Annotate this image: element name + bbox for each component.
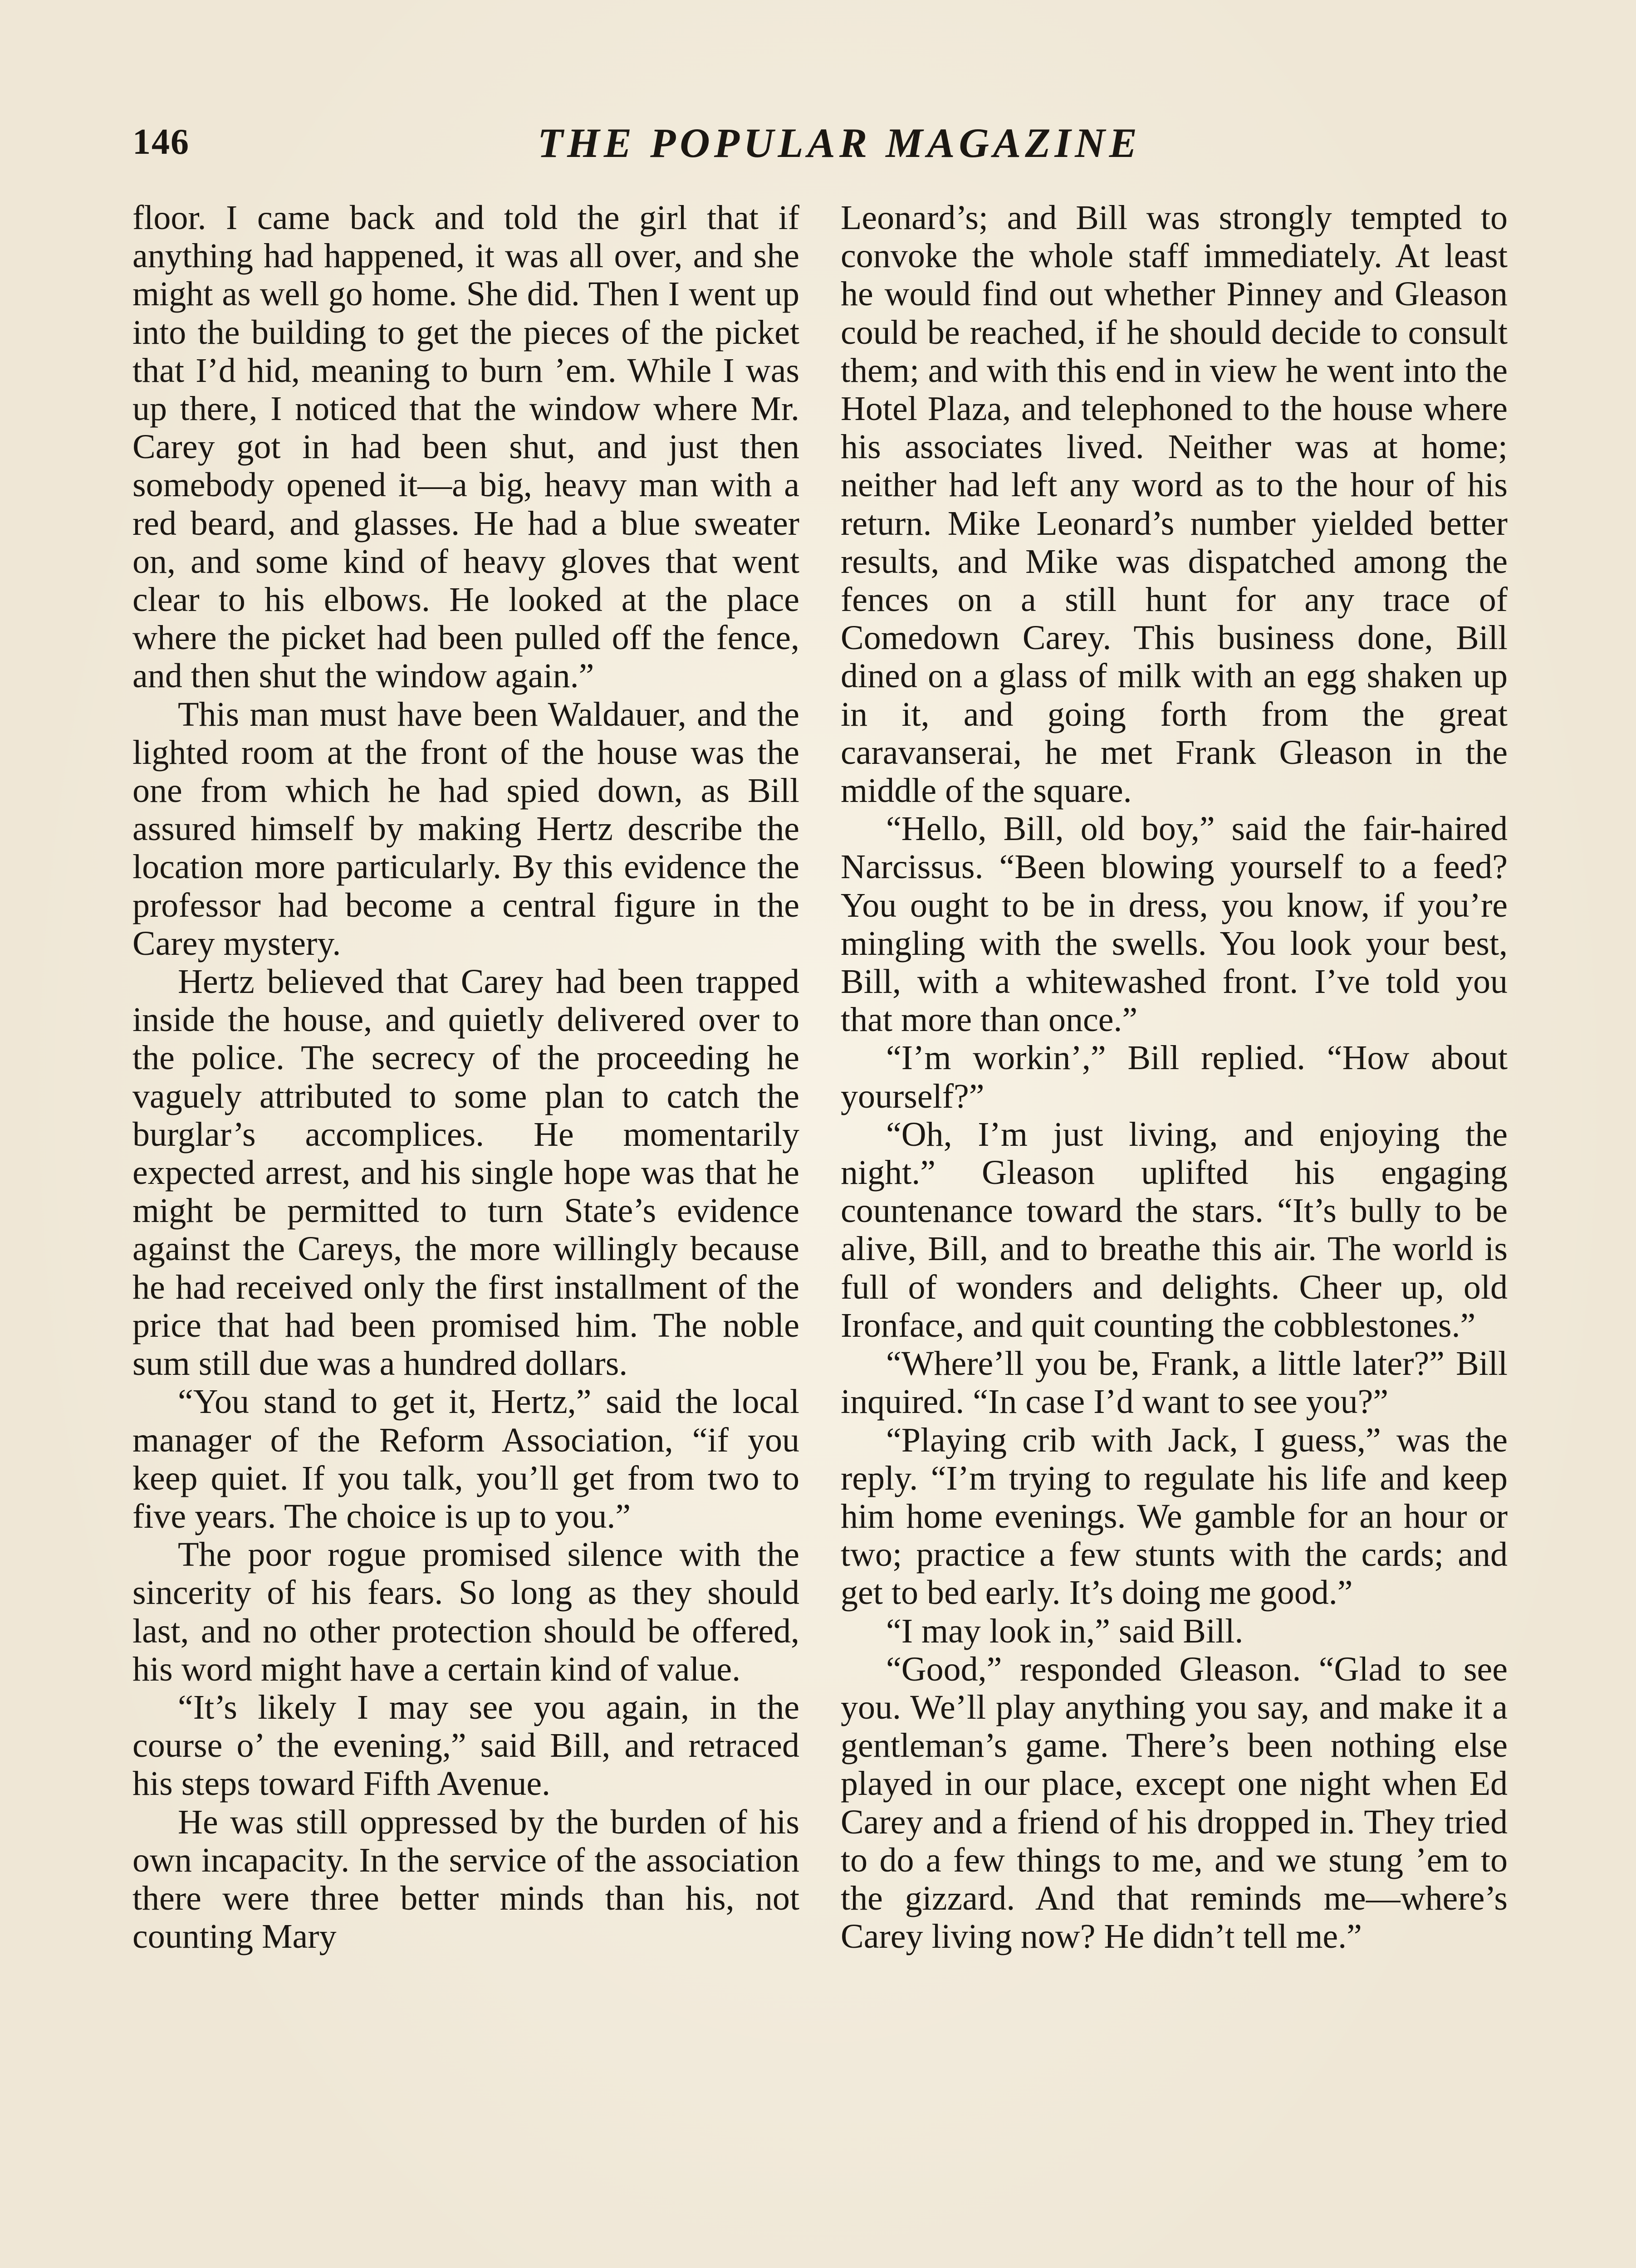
paragraph: “Hello, Bill, old boy,” said the fair-haired Narcissus. “Been blowing yourself to a feed? You ought to be in dress, you know, if you’re mingling with the swells. You look your best, Bill, with a whitewashed front. I’ve told you that more than once.”: [841, 810, 1508, 1039]
paragraph: “Good,” responded Gleason. “Glad to see you. We’ll play anything you say, and make it a gentleman’s game. There’s been nothing else played in our place, except one night when Ed Carey and a friend of his dropped in. They tried to do a few things to me, and we stung ’em to the gizzard. And that reminds me—where’s Carey living now? He didn’t tell me.”: [841, 1650, 1508, 1956]
paragraph: floor. I came back and told the girl that if anything had happened, it was all over, and she might as well go home. She did. Then I went up into the building to get the pieces of the picket that I’d hid, meaning to burn ’em. While I was up there, I noticed that the window where Mr. Carey got in had been shut, and just then somebody opened it—a big, heavy man with a red beard, and glasses. He had a blue sweater on, and some kind of heavy gloves that went clear to his elbows. He looked at the place where the picket had been pulled off the fence, and then shut the window again.”: [132, 199, 799, 695]
page-number: 146: [132, 122, 190, 162]
paragraph: He was still oppressed by the burden of his own incapacity. In the service of the association there were three better minds than his, not counting Mary: [132, 1803, 799, 1956]
paragraph: “It’s likely I may see you again, in the course o’ the evening,” said Bill, and retraced his steps toward Fifth Avenue.: [132, 1688, 799, 1803]
paragraph: This man must have been Waldauer, and the lighted room at the front of the house was the one from which he had spied down, as Bill assured himself by making Hertz describe the location more particularly. By this evidence the professor had become a central figure in the Carey mystery.: [132, 695, 799, 963]
paragraph: The poor rogue promised silence with the sincerity of his fears. So long as they should last, and no other protection should be offered, his word might have a certain kind of value.: [132, 1535, 799, 1688]
paragraph: “Playing crib with Jack, I guess,” was the reply. “I’m trying to regulate his life and keep him home evenings. We gamble for an hour or two; practice a few stunts with the cards; and get to bed early. It’s doing me good.”: [841, 1421, 1508, 1612]
right-column: [841, 199, 1508, 2268]
paragraph: “I may look in,” said Bill.: [886, 1612, 1244, 1650]
paragraph: “You stand to get it, Hertz,” said the local manager of the Reform Association, “if you keep quiet. If you talk, you’ll get from two to five years. The choice is up to you.”: [132, 1383, 799, 1535]
paragraph: Hertz believed that Carey had been trapped inside the house, and quietly delivered over to the police. The secrecy of the proceeding he vaguely attributed to some plan to catch the burglar’s accomplices. He momentarily expected arrest, and his single hope was that he might be permitted to turn State’s evidence against the Careys, the more willingly because he had received only the first installment of the price that had been promised him. The noble sum still due was a hundred dollars.: [132, 963, 799, 1383]
left-column: [132, 199, 799, 2268]
paragraph: “I’m workin’,” Bill replied. “How about yourself?”: [841, 1039, 1508, 1115]
running-head: THE POPULAR MAGAZINE: [537, 120, 1141, 166]
paragraph: Leonard’s; and Bill was strongly tempted to convoke the whole staff immediately. At least he would find out whether Pinney and Gleason could be reached, if he should decide to consult them; and with this end in view he went into the Hotel Plaza, and telephoned to the house where his associates lived. Neither was at home; neither had left any word as to the hour of his return. Mike Leonard’s number yielded better results, and Mike was dispatched among the fences on a still hunt for any trace of Comedown Carey. This business done, Bill dined on a glass of milk with an egg shaken up in it, and going forth from the great caravanserai, he met Frank Gleason in the middle of the square.: [841, 199, 1508, 810]
paragraph: “Where’ll you be, Frank, a little later?” Bill inquired. “In case I’d want to see you?”: [841, 1344, 1508, 1421]
paragraph: “Oh, I’m just living, and enjoying the night.” Gleason uplifted his engaging countenance toward the stars. “It’s bully to be alive, Bill, and to breathe this air. The world is full of wonders and delights. Cheer up, old Ironface, and quit counting the cobblestones.”: [841, 1115, 1508, 1344]
